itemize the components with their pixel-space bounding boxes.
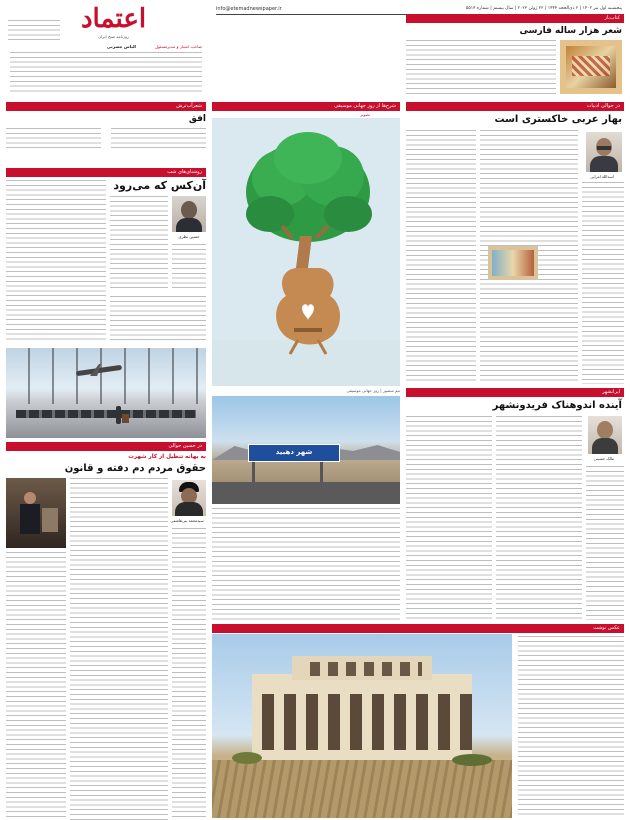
section-iran: ایرانشهر <box>406 388 624 397</box>
book-body <box>406 40 556 94</box>
section-poem: شعرآب‌ترش <box>6 102 206 111</box>
section-world-lit: در حوالی ادبیات <box>406 102 624 111</box>
cartoon-body <box>212 508 400 620</box>
lit-body-1 <box>406 130 476 384</box>
road-sign-text: شهر دهبید <box>275 448 313 456</box>
night-author: حسین نظری <box>178 234 200 239</box>
author-photo-amrai <box>586 132 622 172</box>
cartoon-caption: تیم منصور | روز جهانی موسیقی <box>346 388 400 393</box>
author-photo-hosseini <box>588 416 622 454</box>
book-cover <box>560 40 622 94</box>
lit-author: اسدالله امرایی <box>590 174 614 179</box>
credits-name: الیاس حضرتی <box>106 44 136 49</box>
night-body-1 <box>110 196 168 292</box>
logo-tagline: روزنامه صبح ایران <box>98 34 129 39</box>
masthead-credits <box>6 44 206 96</box>
date-line: پنجشنبه اول تیر ۱۴۰۲ | ۲ ذی‌الحجه ۱۴۴۴ | ۲۲ ژوئن ۲۰۲۳ | سال بیستم | شماره ۵۵۱۴ <box>466 6 622 11</box>
lit-title: بهار عربی خاکستری است <box>494 114 622 125</box>
law-title: به بهانه تنظیل از کار شهرت <box>128 454 206 460</box>
city-title: آینده اندوهناک فریدونشهر <box>492 400 622 411</box>
law-author: سیدمحمد بنی‌هاشمی <box>170 518 204 523</box>
night-body-2 <box>6 180 106 342</box>
book-title: شعر هزار ساله فارسی <box>519 26 622 36</box>
ufq-title: افق <box>188 114 206 124</box>
author-photo-banihashemi <box>172 480 206 516</box>
tree-guitar-icon <box>212 118 400 386</box>
city-body-1 <box>406 416 492 620</box>
road-sign-photo <box>212 396 400 504</box>
law-body-1 <box>70 478 168 820</box>
logo: اعتماد <box>80 4 147 34</box>
credits-label: صاحب امتیاز و مدیرمسئول <box>154 44 202 49</box>
section-book: کتاب‌باز <box>406 14 624 23</box>
book-inset <box>488 246 538 280</box>
road-sign <box>248 444 340 462</box>
city-author: مالک حسینی <box>593 456 615 461</box>
section-cartoon: شرح‌ها از روز جهانی موسیقی <box>212 102 400 111</box>
author-photo-nazari <box>172 196 206 232</box>
law-body-2 <box>6 552 66 820</box>
logo-block <box>66 4 161 44</box>
speaker-photo <box>6 478 66 548</box>
airport-photo <box>6 348 206 438</box>
city-body-2 <box>496 416 582 620</box>
masthead-contact <box>6 6 64 46</box>
ufq-body <box>6 126 206 154</box>
ruined-building-photo <box>212 634 512 818</box>
law-subtitle: حقوق مردم دم دفته و قانون <box>64 463 206 474</box>
night-title: آن‌کس که می‌رود <box>113 179 206 192</box>
night-body-3 <box>172 244 206 292</box>
photo-diary-text <box>518 636 624 818</box>
cartoon-credit: تصویر <box>360 112 370 117</box>
section-around: در حسین حوالی <box>6 442 206 451</box>
cartoon-illustration <box>212 118 400 386</box>
section-world: روشنای‌های شب <box>6 168 206 177</box>
email[interactable]: info@etemadnewspaper.ir <box>216 6 282 12</box>
section-photo-diary: عکس نوشت <box>212 624 624 633</box>
